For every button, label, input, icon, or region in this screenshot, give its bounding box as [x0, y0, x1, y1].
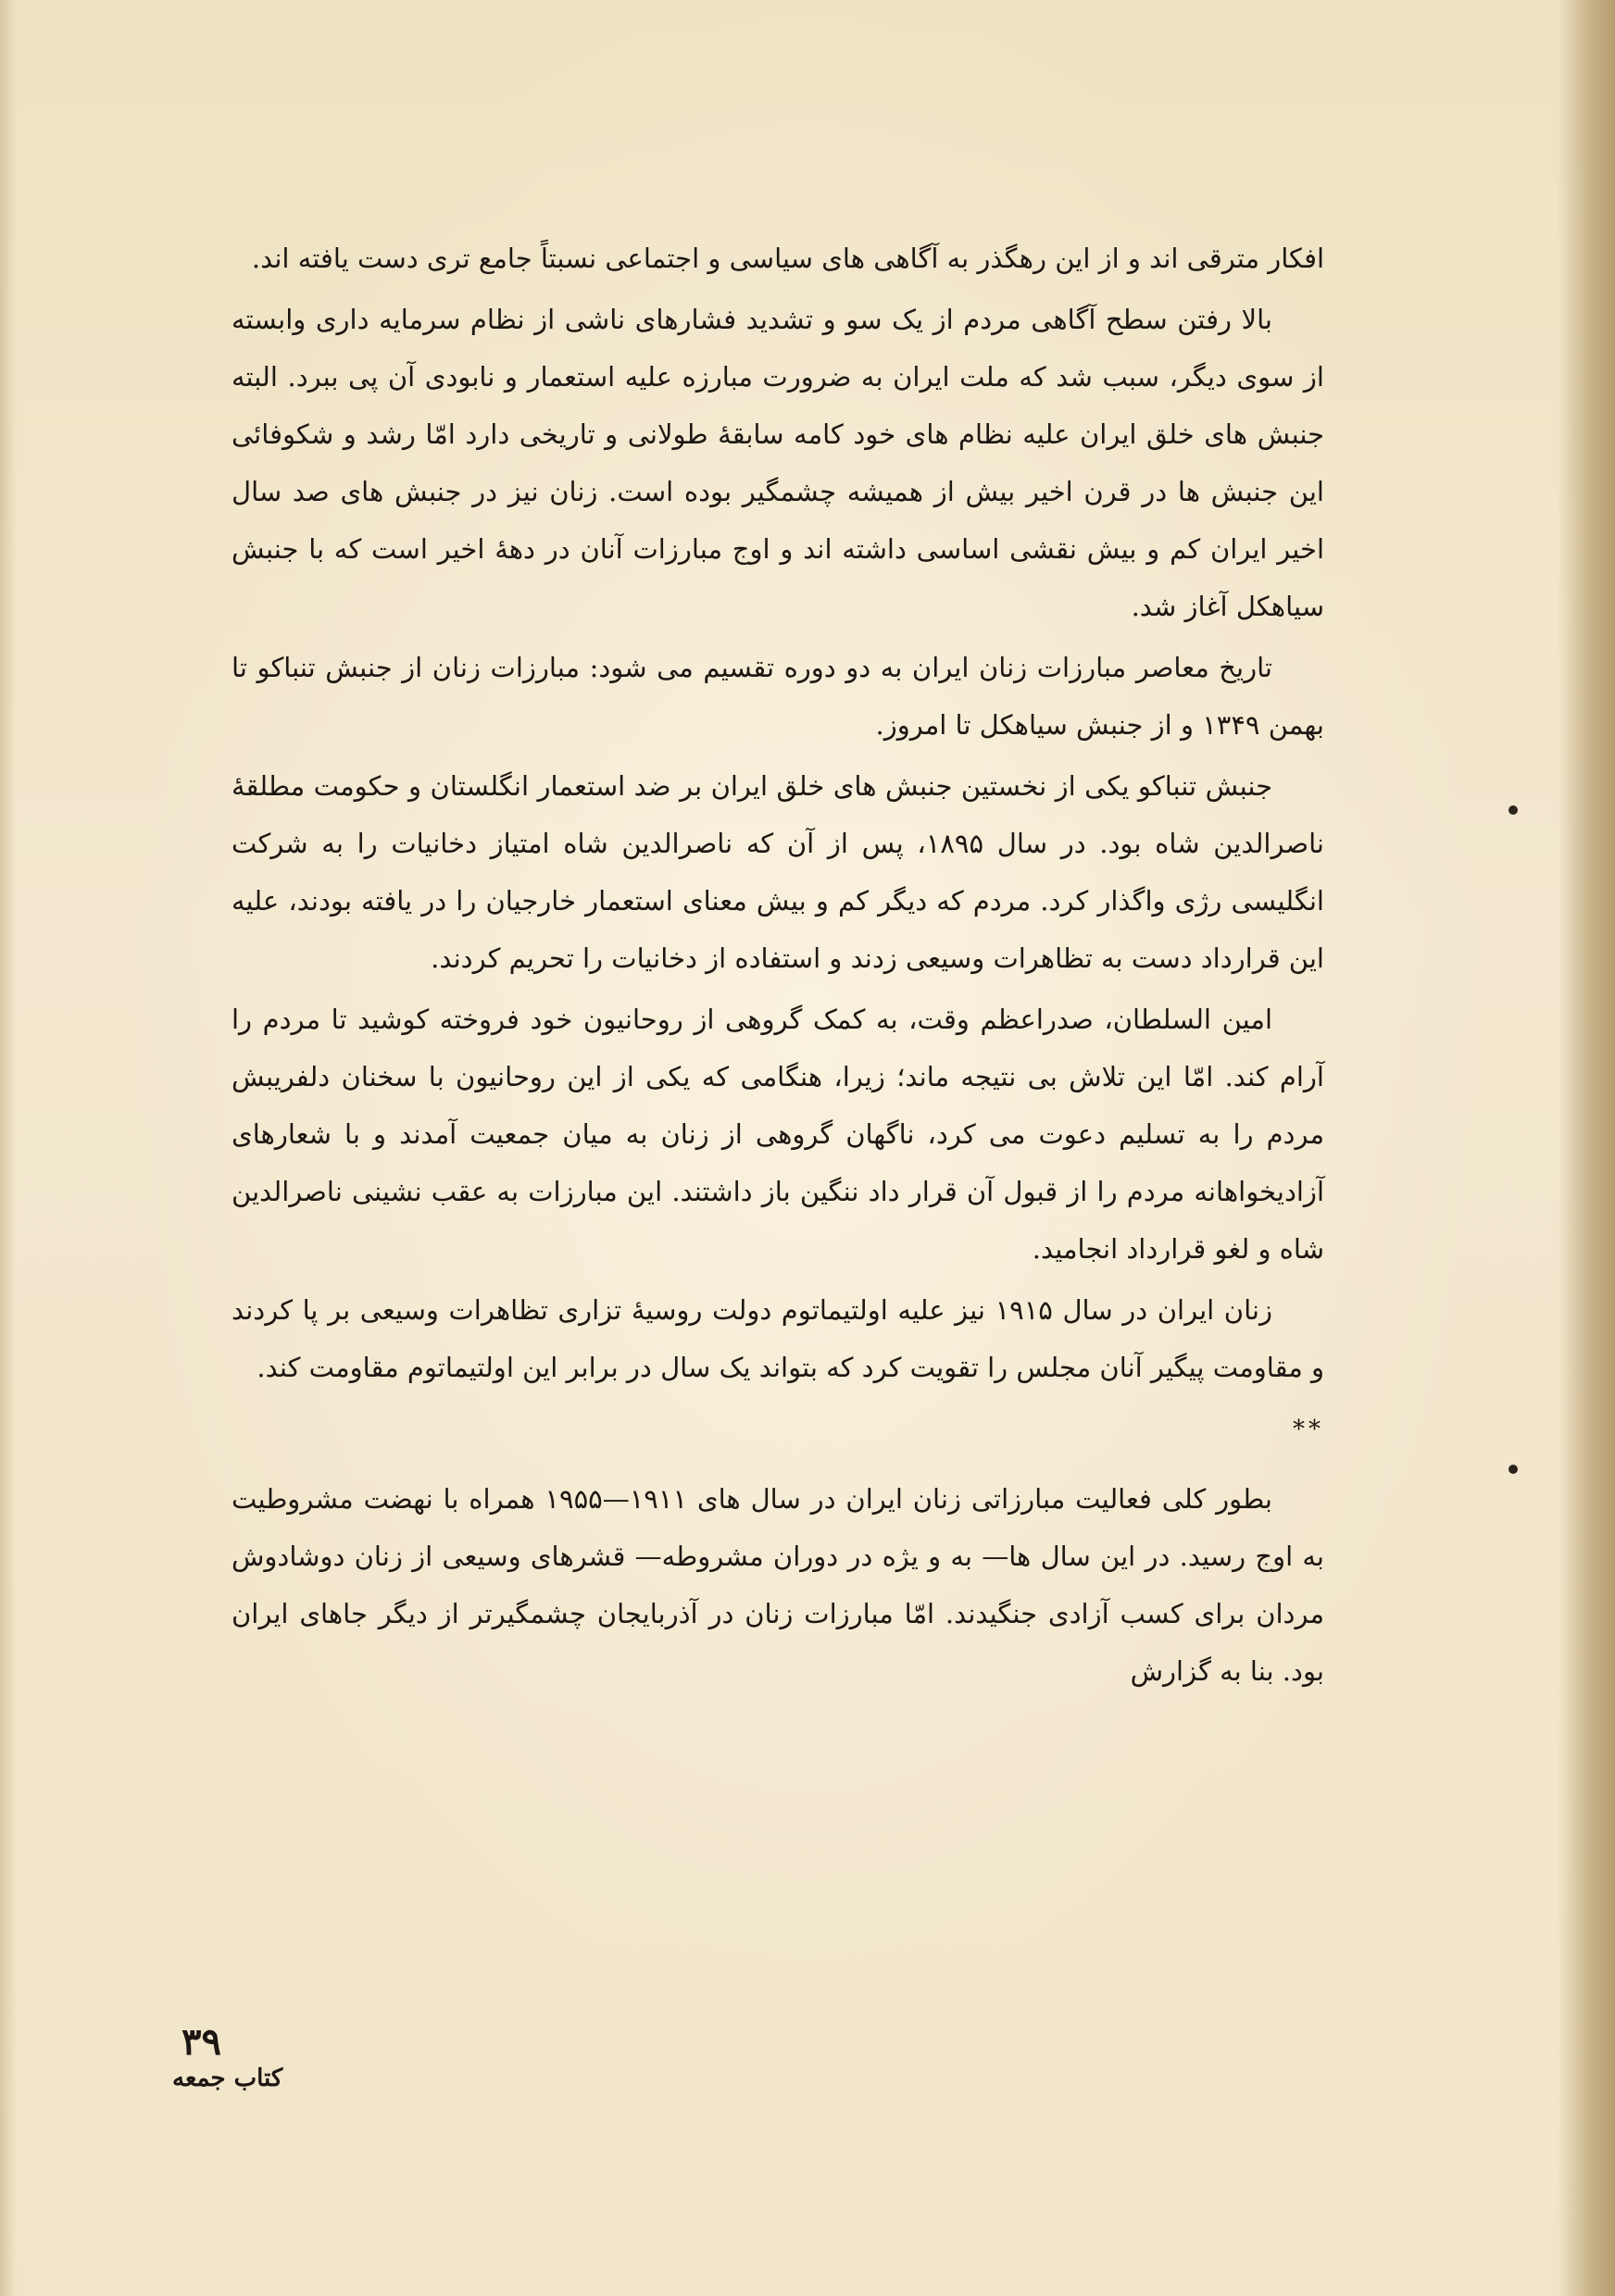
- paragraph: جنبش تنباکو یکی از نخستین جنبش های خلق ایران بر ضد استعمار انگلستان و حکومت مطلقهٔ ناصرالدین شاه بود. در سال ۱۸۹۵، پس از آن که ناصرالدین شاه امتیاز دخانیات را به شرکت انگلیسی رژی واگذار کرد. مردم که دیگر کم و بیش معنای استعمار خارجیان را در یافته بودند، علیه این قرارداد دست به تظاهرات وسیعی زدند و استفاده از دخانیات را تحریم کردند.: [232, 770, 1324, 974]
- paragraph: افکار مترقی اند و از این رهگذر به آگاهی های سیاسی و اجتماعی نسبتاً جامع تری دست یافته اند.: [251, 243, 1324, 274]
- page-left-shadow: [0, 0, 17, 2296]
- margin-mark: [1509, 1465, 1518, 1474]
- paragraph: تاریخ معاصر مبارزات زنان ایران به دو دوره تقسیم می شود: مبارزات زنان از جنبش تنباکو تا بهمن ۱۳۴۹ و از جنبش سیاهکل تا امروز.: [232, 652, 1324, 741]
- margin-mark: [1509, 805, 1518, 815]
- article-body: [232, 230, 1324, 1703]
- section-separator: **: [1293, 1416, 1324, 1443]
- publication-label: کتاب جمعه: [172, 2065, 283, 2092]
- paragraph: بطور کلی فعالیت مبارزاتی زنان ایران در سال های ۱۹۱۱—۱۹۵۵ همراه با نهضت مشروطیت به اوج رسید. در این سال ها— به و یژه در دوران مشروطه— قشرهای وسیعی از زنان دوشادوش مردان برای کسب آزادی جنگیدند. امّا مبارزات زنان در آذربایجان چشمگیرتر از دیگر جاهای ایران بود. بنا به گزارش: [232, 1483, 1324, 1687]
- page-number: ۳۹: [182, 2020, 221, 2064]
- page-right-edge: [1558, 0, 1615, 2296]
- paragraph: بالا رفتن سطح آگاهی مردم از یک سو و تشدید فشارهای ناشی از نظام سرمایه داری وابسته از سوی دیگر، سبب شد که ملت ایران به ضرورت مبارزه علیه استعمار و نابودی آن پی ببرد. البته جنبش های خلق ایران علیه نظام های خود کامه سابقهٔ طولانی و تاریخی دارد امّا رشد و شکوفائی این جنبش ها در قرن اخیر بیش از همیشه چشمگیر بوده است. زنان نیز در جنبش های صد سال اخیر ایران کم و بیش نقشی اساسی داشته اند و اوج مبارزات آنان در دههٔ اخیر است که با جنبش سیاهکل آغاز شد.: [232, 304, 1324, 622]
- paragraph: امین السلطان، صدراعظم وقت، به کمک گروهی از روحانیون خود فروخته کوشید تا مردم را آرام کند. امّا این تلاش بی نتیجه ماند؛ زیرا، هنگامی که یکی از این روحانیون با سخنان دلفریبش مردم را به تسلیم دعوت می کرد، ناگهان گروهی از زنان به میان جمعیت آمدند و با شعارهای آزادیخواهانه مردم را از قبول آن قرار داد ننگین باز داشتند. این مبارزات به عقب نشینی ناصرالدین شاه و لغو قرارداد انجامید.: [232, 1004, 1324, 1265]
- paragraph: زنان ایران در سال ۱۹۱۵ نیز علیه اولتیماتوم دولت روسیهٔ تزاری تظاهرات وسیعی بر پا کردند و مقاومت پیگیر آنان مجلس را تقویت کرد که بتواند یک سال در برابر این اولتیماتوم مقاومت کند.: [232, 1294, 1324, 1383]
